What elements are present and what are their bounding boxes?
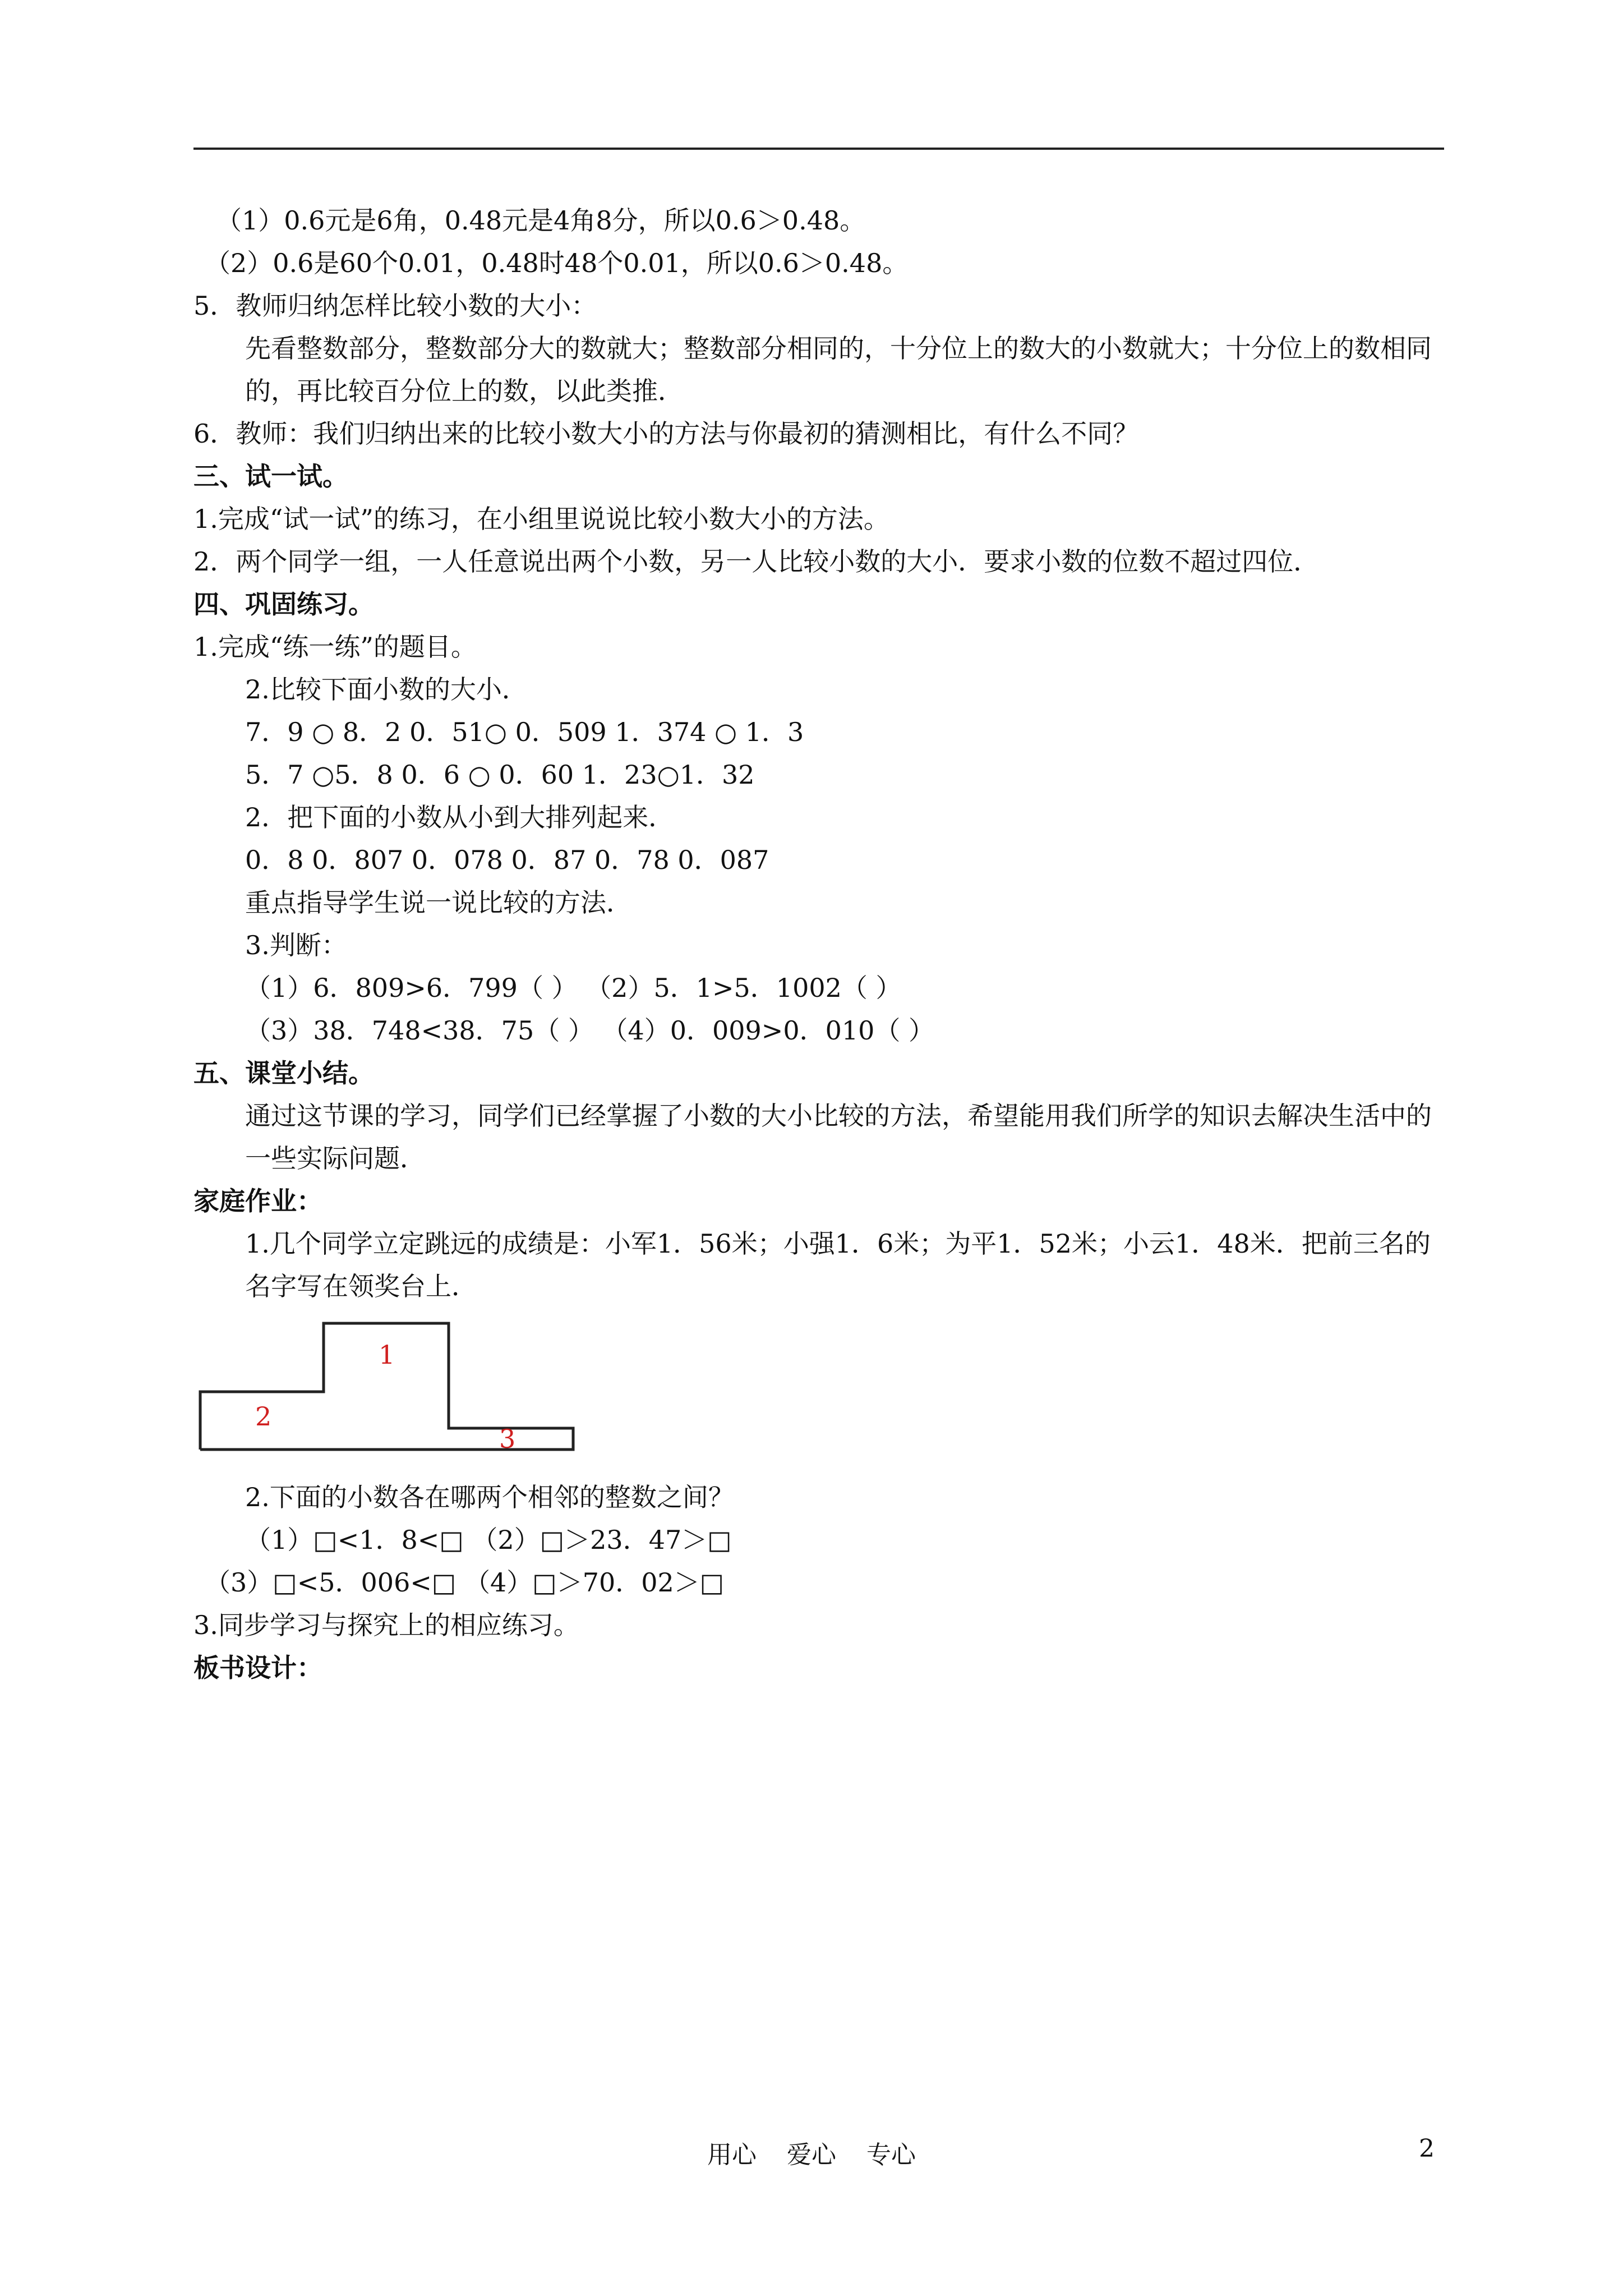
document-body <box>193 199 1444 1689</box>
text-line: 通过这节课的学习，同学们已经掌握了小数的大小比较的方法，希望能用我们所学的知识去解决生活中的一些实际问题． <box>245 1101 1432 1174</box>
lines-before <box>193 199 1444 1308</box>
text-line: 板书设计： <box>193 1653 322 1683</box>
text-line: 1.完成“练一练”的题目。 <box>193 632 477 662</box>
text-line: （3）□<5．006<□ （4）□＞70．02＞□ <box>205 1567 725 1598</box>
page-number: 2 <box>1419 2134 1435 2163</box>
header-rule <box>193 148 1444 150</box>
lines-after <box>193 1476 1444 1689</box>
text-line: 5．教师归纳怎样比较小数的大小： <box>193 291 597 321</box>
text-line: 先看整数部分，整数部分大的数就大；整数部分相同的，十分位上的数大的小数就大；十分位上的数相同的，再比较百分位上的数，以此类推． <box>245 333 1432 406</box>
podium-label-second: 2 <box>255 1401 272 1432</box>
text-line: 2.比较下面小数的大小． <box>245 674 528 705</box>
text-line: 四、巩固练习。 <box>193 589 374 619</box>
text-line: 2.下面的小数各在哪两个相邻的整数之间？ <box>245 1482 734 1512</box>
text-line: 2．把下面的小数从小到大排列起来． <box>245 802 675 832</box>
text-line: 家庭作业： <box>193 1186 322 1216</box>
text-line: 6．教师：我们归纳出来的比较小数大小的方法与你最初的猜测相比，有什么不同？ <box>193 418 1139 449</box>
text-line: （2）0.6是60个0.01，0.48时48个0.01，所以0.6＞0.48。 <box>205 248 909 278</box>
text-line: （3）38．748<38．75（ ） （4）0．009>0．010（ ） <box>245 1015 935 1046</box>
podium-label-third: 3 <box>499 1424 516 1454</box>
text-line: 2．两个同学一组，一人任意说出两个小数，另一人比较小数的大小．要求小数的位数不超过四位． <box>193 546 1320 577</box>
text-line: （1）□<1．8<□ （2）□＞23．47＞□ <box>245 1525 732 1555</box>
text-line: 0．8 0．807 0．078 0．87 0．78 0．087 <box>245 845 769 875</box>
text-line: 三、试一试。 <box>193 461 348 491</box>
podium-diagram <box>193 1318 586 1464</box>
text-line: （1）0.6元是6角，0.48元是4角8分，所以0.6＞0.48。 <box>216 205 866 236</box>
footer-motto: 用心 爱心 专心 <box>707 2141 916 2169</box>
text-line: 3.同步学习与探究上的相应练习。 <box>193 1610 579 1640</box>
text-line: 7．9 ○ 8．2 0．51○ 0．509 1．374 ○ 1．3 <box>245 717 804 747</box>
text-line: 5．7 ○5．8 0．6 ○ 0．60 1．23○1．32 <box>245 760 755 790</box>
text-line: 1.完成“试一试”的练习，在小组里说说比较小数大小的方法。 <box>193 504 889 534</box>
text-line: 五、课堂小结。 <box>193 1058 374 1088</box>
text-line: 1.几个同学立定跳远的成绩是：小军1．56米；小强1．6米；为平1．52米；小云1．48米．把前三名的名字写在领奖台上． <box>245 1228 1431 1301</box>
podium-label-first: 1 <box>379 1340 395 1370</box>
podium-figure <box>193 1318 1444 1464</box>
text-line: （1）6．809>6．799（ ） （2）5．1>5．1002（ ） <box>245 973 902 1003</box>
text-line: 重点指导学生说一说比较的方法． <box>245 887 632 918</box>
text-line: 3.判断： <box>245 930 347 960</box>
